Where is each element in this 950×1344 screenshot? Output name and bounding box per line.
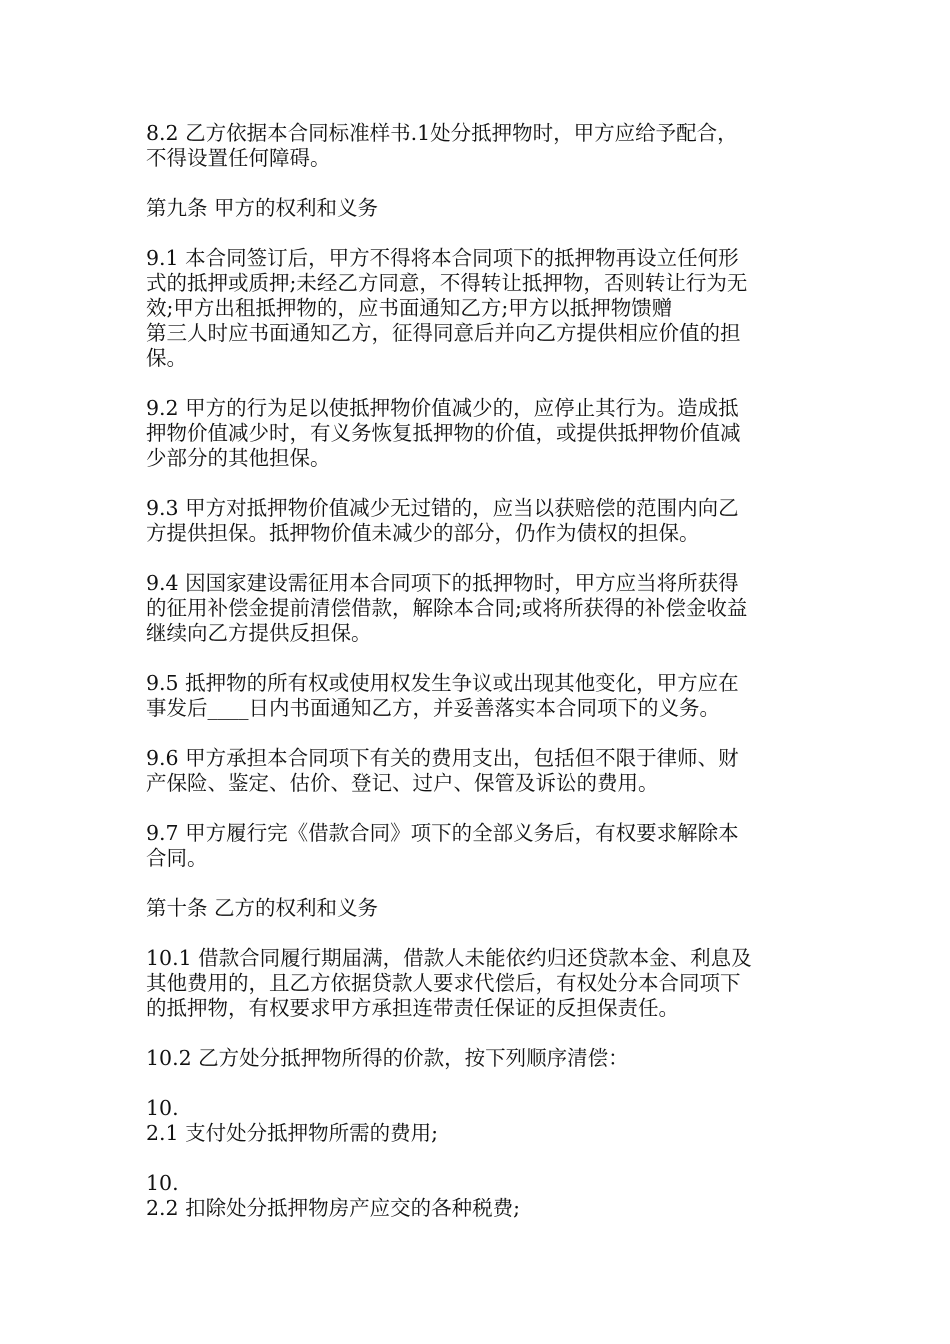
clause-9-1 — [146, 246, 810, 371]
clause-9-2 — [146, 396, 810, 471]
text-line: 9.5 抵押物的所有权或使用权发生争议或出现其他变化，甲方应在 — [146, 671, 739, 695]
text-line: 保。 — [146, 346, 187, 370]
clause-10-1 — [146, 946, 810, 1021]
clause-8-2 — [146, 121, 810, 171]
clause-9-7 — [146, 821, 810, 871]
article-10-heading — [146, 896, 810, 921]
clause-9-6 — [146, 746, 810, 796]
text-line: 9.7 甲方履行完《借款合同》项下的全部义务后，有权要求解除本 — [146, 821, 739, 845]
text-line: 事发后____日内书面通知乙方，并妥善落实本合同项下的义务。 — [146, 696, 720, 720]
text-line: 9.2 甲方的行为足以使抵押物价值减少的，应停止其行为。造成抵 — [146, 396, 739, 420]
text-line: 9.6 甲方承担本合同项下有关的费用支出，包括但不限于律师、财 — [146, 746, 739, 770]
clause-9-4 — [146, 571, 810, 646]
text-line: 9.1 本合同签订后，甲方不得将本合同项下的抵押物再设立任何形 — [146, 246, 739, 270]
text-line: 10. — [146, 1096, 179, 1120]
text-line: 其他费用的，且乙方依据贷款人要求代偿后，有权处分本合同项下 — [146, 971, 741, 995]
text-line: 第十条 乙方的权利和义务 — [146, 896, 379, 920]
clause-9-5 — [146, 671, 810, 721]
text-line: 押物价值减少时，有义务恢复抵押物的价值，或提供抵押物价值减 — [146, 421, 741, 445]
text-line: 9.4 因国家建设需征用本合同项下的抵押物时，甲方应当将所获得 — [146, 571, 739, 595]
text-line: 合同。 — [146, 846, 208, 870]
text-line: 10.2 乙方处分抵押物所得的价款，按下列顺序清偿： — [146, 1046, 629, 1070]
document-page — [146, 121, 810, 1246]
text-line: 效;甲方出租抵押物的，应书面通知乙方;甲方以抵押物馈赠 — [146, 296, 673, 320]
article-9-heading — [146, 196, 810, 221]
text-line: 产保险、鉴定、估价、登记、过户、保管及诉讼的费用。 — [146, 771, 659, 795]
text-line: 第三人时应书面通知乙方，征得同意后并向乙方提供相应价值的担 — [146, 321, 741, 345]
text-line: 10. — [146, 1171, 179, 1195]
text-line: 的抵押物，有权要求甲方承担连带责任保证的反担保责任。 — [146, 996, 679, 1020]
clause-10-2 — [146, 1046, 810, 1071]
text-line: 8.2 乙方依据本合同标准样书.1处分抵押物时，甲方应给予配合， — [146, 121, 738, 145]
clause-10-2-1 — [146, 1096, 810, 1146]
clause-9-3 — [146, 496, 810, 546]
text-line: 少部分的其他担保。 — [146, 446, 331, 470]
text-line: 不得设置任何障碍。 — [146, 146, 331, 170]
text-line: 继续向乙方提供反担保。 — [146, 621, 372, 645]
text-line: 10.1 借款合同履行期届满，借款人未能依约归还贷款本金、利息及 — [146, 946, 752, 970]
text-line: 的征用补偿金提前清偿借款，解除本合同;或将所获得的补偿金收益 — [146, 596, 748, 620]
text-line: 方提供担保。抵押物价值未减少的部分，仍作为债权的担保。 — [146, 521, 700, 545]
text-line: 2.2 扣除处分抵押物房产应交的各种税费; — [146, 1196, 521, 1220]
text-line: 9.3 甲方对抵押物价值减少无过错的，应当以获赔偿的范围内向乙 — [146, 496, 739, 520]
text-line: 2.1 支付处分抵押物所需的费用; — [146, 1121, 439, 1145]
text-line: 式的抵押或质押;未经乙方同意，不得转让抵押物，否则转让行为无 — [146, 271, 748, 295]
text-line: 第九条 甲方的权利和义务 — [146, 196, 379, 220]
clause-10-2-2 — [146, 1171, 810, 1221]
